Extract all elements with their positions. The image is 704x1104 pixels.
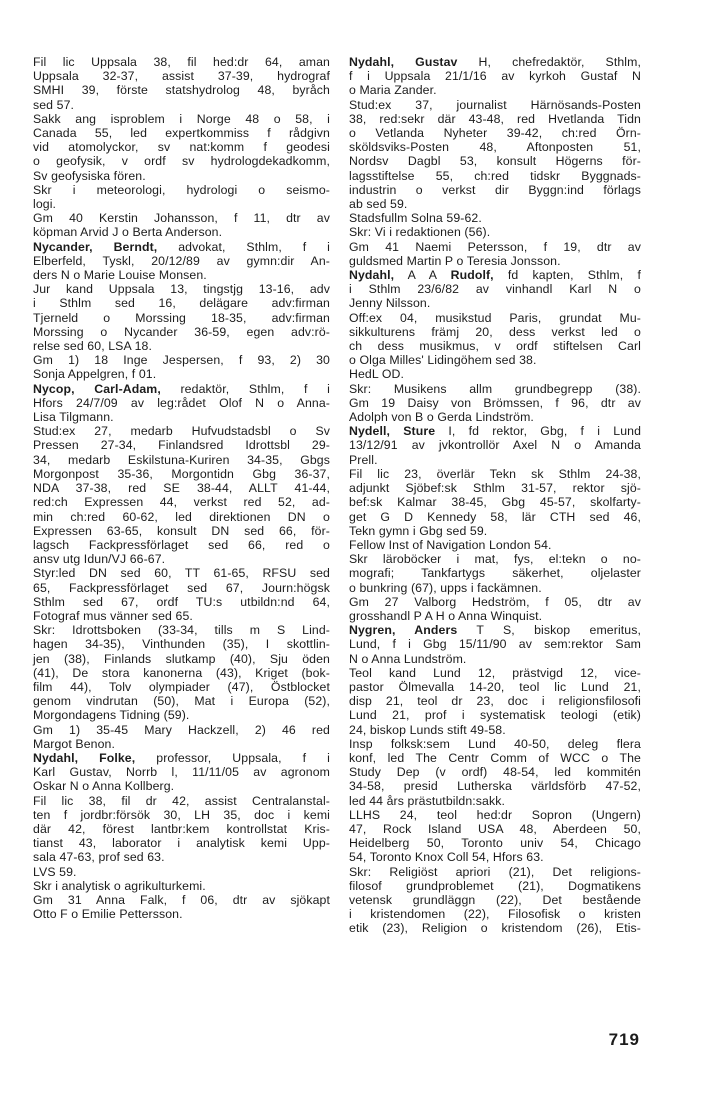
entry-text: Karl Gustav, Norrb l, 11/11/05 av agronom: [33, 765, 330, 780]
entry-text: konf, led The Centr Comm of WCC o The: [349, 750, 641, 765]
entry-text: Sakk ang isproblem i Norge 48 o 58, i: [33, 111, 330, 126]
entry-text: film 44), Tolv olympiader (47), Östblocket: [33, 679, 330, 694]
text-line: [349, 367, 641, 381]
entry-text: ch dess musikmus, v ordf stiftelsen Carl: [349, 339, 641, 354]
entry-text: o Vetlanda Nyheter 39-42, ch:red Örn-: [349, 126, 641, 141]
text-line: [349, 751, 641, 765]
text-line: [33, 751, 330, 765]
text-line: [33, 410, 330, 424]
text-line: [349, 481, 641, 495]
entry-text: Sonja Appelgren, f 01.: [33, 367, 157, 382]
text-line: [349, 581, 641, 595]
entry-text: Lund, f i Gbg 15/11/90 av sem:rektor Sam: [349, 637, 641, 652]
entry-text: Elberfeld, Tyskl, 20/12/89 av gymn:dir An-: [33, 253, 330, 268]
entry-text: red:ch Expressen 44, verkst red 52, ad-: [33, 495, 330, 510]
page-number: 719: [608, 1030, 640, 1049]
text-line: [349, 865, 641, 879]
entry-text: Skr: Religiöst apriori (21), Det religions-: [349, 864, 641, 879]
text-line: [349, 169, 641, 183]
text-line: [349, 410, 641, 424]
entry-text: adjunkt Sjöbef:sk Sthlm 31-57, rektor sjö-: [349, 481, 641, 496]
entry-text: SMHI 39, förste statshydrolog 48, byråch: [33, 83, 330, 98]
entry-text: vetensk grundläggn (22), Det bestående: [349, 892, 641, 907]
text-line: [349, 850, 641, 864]
text-line: [349, 282, 641, 296]
entry-text: industrin o verkst dir Byggn:ind förlags: [349, 182, 641, 197]
entry-text: sköldsviks-Posten 48, Aftonposten 51,: [349, 140, 641, 155]
text-line: [33, 879, 330, 893]
text-line: [349, 98, 641, 112]
entry-text: ten f jordbr:försök 30, LH 35, doc i kemi: [33, 807, 330, 822]
text-line: [349, 510, 641, 524]
text-line: [349, 836, 641, 850]
entry-text: lagsch Fackpressförlaget sed 66, red o: [33, 537, 330, 552]
text-line: [33, 808, 330, 822]
entry-text: Stud:ex 27, medarb Hufvudstadsbl o Sv: [33, 424, 330, 439]
text-line: [33, 69, 330, 83]
entry-text: Morgonpost 35-36, Morgontidn Gbg 36-37,: [33, 466, 330, 481]
text-line: [33, 140, 330, 154]
entry-text: get G D Kennedy 58, lär CTH sed 46,: [349, 509, 641, 524]
text-line: [349, 907, 641, 921]
text-line: [33, 268, 330, 282]
text-line: [33, 197, 330, 211]
entry-text: Fil lic 23, överlär Tekn sk Sthlm 24-38,: [349, 466, 641, 481]
text-line: [349, 467, 641, 481]
text-line: [349, 225, 641, 239]
text-line: [33, 779, 330, 793]
text-line: [349, 552, 641, 566]
text-line: [349, 339, 641, 353]
entry-text: Jenny Nilsson.: [349, 296, 431, 311]
text-line: [33, 765, 330, 779]
text-line: [349, 424, 641, 438]
text-line: [349, 183, 641, 197]
entry-text: köpman Arvid J o Berta Anderson.: [33, 225, 223, 240]
text-line: [33, 723, 330, 737]
text-line: [33, 609, 330, 623]
text-line: [33, 652, 330, 666]
text-line: [33, 907, 330, 921]
entry-text: Sthlm sed 67, ordf TU:s utbildn:nd 64,: [33, 594, 330, 609]
entry-text: Morgondagens Tidning (59).: [33, 708, 190, 723]
text-line: [349, 708, 641, 722]
entry-text: Jur kand Uppsala 13, tingstjg 13-16, adv: [33, 282, 330, 297]
entry-text: hagen 34-35), Vinthunden (35), I skottlin-: [33, 637, 330, 652]
text-line: [33, 424, 330, 438]
entry-text: min ch:red 60-62, led direktionen DN o: [33, 509, 330, 524]
entry-text: Gm 27 Valborg Hedström, f 05, dtr av: [349, 594, 641, 609]
text-line: [33, 694, 330, 708]
text-line: [33, 83, 330, 97]
text-line: [33, 282, 330, 296]
text-line: [349, 921, 641, 935]
entry-text: LLHS 24, teol hed:dr Sopron (Ungern): [349, 807, 641, 822]
text-line: [33, 794, 330, 808]
entry-text: redaktör, Sthlm, f i: [160, 381, 330, 396]
entry-text: HedL OD.: [349, 367, 405, 382]
text-line: [33, 467, 330, 481]
text-line: [33, 495, 330, 509]
entry-text: sikkulturens främj 20, dess verkst led o: [349, 324, 641, 339]
entry-text: tianst 43, laborator i analytisk kemi Upp-: [33, 836, 330, 851]
entry-text: disp 21, teol dr 23, doc i religionsfilosofi: [349, 694, 641, 709]
entry-text: Pressen 27-34, Finlandsred Idrottsbl 29-: [33, 438, 330, 453]
text-line: [33, 595, 330, 609]
text-line: [349, 623, 641, 637]
entry-name: Nydell, Sture: [349, 424, 436, 439]
text-line: [349, 652, 641, 666]
entry-text: relse sed 60, LSA 18.: [33, 339, 152, 354]
text-line: [33, 893, 330, 907]
entry-text: led 44 års prästutbildn:sakk.: [349, 793, 506, 808]
text-line: [33, 126, 330, 140]
entry-text: o geofysik, v ordf sv hydrologdekadkomm,: [33, 154, 330, 169]
entry-text: o Maria Zander.: [349, 83, 437, 98]
entry-text: Gm 41 Naemi Petersson, f 19, dtr av: [349, 239, 641, 254]
text-line: [349, 524, 641, 538]
entry-text: A A: [394, 268, 451, 283]
entry-text: bef:sk Kalmar 38-45, Gbg 45-57, skolfarty-: [349, 495, 641, 510]
text-line: [349, 893, 641, 907]
entry-text: Prell.: [349, 452, 378, 467]
entry-text: Fellow Inst of Navigation London 54.: [349, 537, 552, 552]
text-line: [349, 595, 641, 609]
text-line: [349, 396, 641, 410]
entry-text: Lund 21, prof i systematisk teologi (etik): [349, 708, 641, 723]
entry-text: i kristendomen (22), Filosofisk o kristen: [349, 907, 641, 922]
entry-text: 34, medarb Eskilstuna-Kuriren 34-35, Gbgs: [33, 452, 330, 467]
entry-text: Stadsfullm Solna 59-62.: [349, 211, 482, 226]
text-line: [349, 538, 641, 552]
entry-text: där 42, förest lantbr:kem kontrollstat Kris-: [33, 821, 330, 836]
text-line: [349, 353, 641, 367]
entry-text: Off:ex 04, musikstud Paris, grundat Mu-: [349, 310, 641, 325]
text-line: [349, 240, 641, 254]
entry-text: i Sthlm 23/6/82 av vinhandl Karl N o: [349, 282, 641, 297]
text-line: [33, 382, 330, 396]
text-line: [349, 879, 641, 893]
entry-text: mografi; Tankfartygs säkerhet, oljelaster: [349, 566, 641, 581]
text-line: [349, 765, 641, 779]
entry-text: logi.: [33, 197, 57, 212]
entry-text: jen (38), Finlands slutkamp (40), Sju öden: [33, 651, 330, 666]
entry-text: sala 47-63, prof sed 63.: [33, 850, 165, 865]
text-line: [349, 566, 641, 580]
entry-text: (41), De stora kanonerna (43), Kriget (bok-: [33, 665, 330, 680]
text-line: [349, 83, 641, 97]
entry-text: 65, Fackpressförlaget sed 67, Journ:högsk: [33, 580, 330, 595]
entry-text: o bunkring (67), upps i fackämnen.: [349, 580, 542, 595]
text-line: [33, 865, 330, 879]
text-line: [349, 723, 641, 737]
entry-name: Nydahl,: [349, 268, 395, 283]
entry-text: Expressen 63-65, konsult DN sed 66, för-: [33, 523, 330, 538]
text-line: [349, 311, 641, 325]
entry-text: o Olga Milles' Lidingöhem sed 38.: [349, 353, 537, 368]
entry-text: Adolph von B o Gerda Lindström.: [349, 410, 534, 425]
text-line: [33, 538, 330, 552]
text-line: [349, 296, 641, 310]
text-line: [33, 708, 330, 722]
entry-text: N o Anna Lundström.: [349, 651, 467, 666]
entry-text: Styr:led DN sed 60, TT 61-65, RFSU sed: [33, 566, 330, 581]
text-line: [349, 495, 641, 509]
entry-text: Skr: Vi i redaktionen (56).: [349, 225, 491, 240]
text-line: [33, 353, 330, 367]
text-line: [33, 98, 330, 112]
text-line: [349, 211, 641, 225]
entry-text: H, chefredaktör, Sthlm,: [457, 55, 641, 69]
right-column: [349, 55, 641, 936]
text-line: [349, 822, 641, 836]
text-line: [33, 680, 330, 694]
entry-text: Lisa Tilgmann.: [33, 410, 114, 425]
entry-text: Nordsv Dagbl 53, konsult Högerns för-: [349, 154, 641, 169]
entry-name: Rudolf,: [450, 268, 494, 283]
text-line: [33, 396, 330, 410]
text-line: [349, 197, 641, 211]
entry-text: T S, biskop emeritus,: [457, 623, 641, 638]
entry-text: Study Dep (v ordf) 48-54, led kommitén: [349, 765, 641, 780]
text-line: [349, 126, 641, 140]
text-line: [349, 666, 641, 680]
entry-text: LVS 59.: [33, 864, 77, 879]
entry-text: Skr: Musikens allm grundbegrepp (38).: [349, 381, 641, 396]
text-line: [33, 296, 330, 310]
text-line: [33, 524, 330, 538]
text-line: [349, 254, 641, 268]
text-line: [33, 339, 330, 353]
entry-text: 24, biskop Lunds stift 49-58.: [349, 722, 506, 737]
text-line: [33, 183, 330, 197]
text-line: [33, 311, 330, 325]
text-line: [33, 112, 330, 126]
text-line: [33, 254, 330, 268]
text-line: [349, 382, 641, 396]
entry-text: Gm 40 Kerstin Johansson, f 11, dtr av: [33, 211, 330, 226]
text-line: [349, 808, 641, 822]
text-line: [33, 325, 330, 339]
entry-text: f i Uppsala 21/1/16 av kyrkoh Gustaf N: [349, 69, 641, 84]
entry-text: Fotograf mus vänner sed 65.: [33, 608, 193, 623]
text-line: [33, 566, 330, 580]
entry-text: Tjerneld o Morssing 18-35, adv:firman: [33, 310, 330, 325]
text-line: [349, 140, 641, 154]
text-line: [33, 666, 330, 680]
entry-text: 13/12/91 av jvkontrollör Axel N o Amanda: [349, 438, 641, 453]
text-line: [349, 325, 641, 339]
text-line: [349, 779, 641, 793]
text-line: [349, 69, 641, 83]
entry-text: Skr läroböcker i mat, fys, el:tekn o no-: [349, 552, 641, 567]
entry-text: Margot Benon.: [33, 736, 115, 751]
entry-text: pastor Ölmevalla 14-20, teol lic Lund 21,: [349, 679, 641, 694]
entry-text: 38, red:sekr där 43-48, red Hvetlanda Tidn: [349, 111, 641, 126]
entry-text: Gm 1) 18 Inge Jespersen, f 93, 2) 30: [33, 353, 330, 368]
text-line: [349, 438, 641, 452]
entry-text: vid atomolyckor, sv nat:komm f geodesi: [33, 140, 330, 155]
entry-text: Hfors 24/7/09 av leg:rådet Olof N o Anna-: [33, 395, 330, 410]
text-line: [33, 169, 330, 183]
text-line: [33, 240, 330, 254]
text-line: [33, 453, 330, 467]
text-line: [33, 623, 330, 637]
entry-text: Gm 31 Anna Falk, f 06, dtr av sjökapt: [33, 892, 330, 907]
entry-text: Skr i analytisk o agrikulturkemi.: [33, 878, 206, 893]
text-line: [33, 581, 330, 595]
entry-text: Insp folksk:sem Lund 40-50, deleg flera: [349, 736, 641, 751]
entry-text: i Sthlm sed 16, delägare adv:firman: [33, 296, 330, 311]
entry-text: 34-58, presid Lutherska världsförb 47-52,: [349, 779, 641, 794]
text-line: [33, 836, 330, 850]
entry-text: etik (23), Religion o kristendom (26), Etis-: [349, 921, 641, 936]
entry-text: ansv utg Idun/VJ 66-67.: [33, 552, 166, 567]
text-line: [349, 453, 641, 467]
entry-text: Stud:ex 37, journalist Härnösands-Posten: [349, 97, 641, 112]
text-line: [349, 737, 641, 751]
entry-text: Uppsala 32-37, assist 37-39, hydrograf: [33, 69, 330, 84]
entry-text: guldsmed Martin P o Teresia Jonsson.: [349, 253, 561, 268]
entry-name: Nycop, Carl-Adam,: [33, 381, 161, 396]
text-line: [33, 438, 330, 452]
entry-name: Nydahl, Folke,: [33, 750, 136, 765]
text-line: [349, 694, 641, 708]
text-line: [349, 268, 641, 282]
left-column: [33, 55, 330, 921]
entry-text: ab sed 59.: [349, 197, 408, 212]
text-line: [33, 211, 330, 225]
entry-text: Oskar N o Anna Kollberg.: [33, 779, 175, 794]
entry-text: genom vindrutan (50), Mat i Europa (52),: [33, 694, 330, 709]
text-line: [349, 154, 641, 168]
entry-text: advokat, Sthlm, f i: [157, 239, 330, 254]
entry-text: Skr: Idrottsboken (33-34, tills m S Lind-: [33, 623, 330, 638]
entry-text: Gm 19 Daisy von Brömssen, f 96, dtr av: [349, 395, 641, 410]
entry-text: Otto F o Emilie Pettersson.: [33, 907, 183, 922]
text-line: [33, 552, 330, 566]
text-line: [349, 55, 641, 69]
entry-text: Tekn gymn i Gbg sed 59.: [349, 523, 488, 538]
text-line: [349, 794, 641, 808]
entry-text: grosshandl P A H o Anna Winquist.: [349, 608, 543, 623]
entry-text: 47, Rock Island USA 48, Aberdeen 50,: [349, 821, 641, 836]
entry-text: lagsstiftelse 55, ch:red tidskr Byggnads-: [349, 168, 641, 183]
entry-text: filosof grundproblemet (21), Dogmatikens: [349, 878, 641, 893]
entry-text: fd kapten, Sthlm, f: [493, 268, 641, 283]
entry-text: Sv geofysiska fören.: [33, 168, 146, 183]
entry-text: Gm 1) 35-45 Mary Hackzell, 2) 46 red: [33, 722, 330, 737]
entry-text: Heidelberg 50, Toronto univ 54, Chicago: [349, 836, 641, 851]
text-line: [33, 481, 330, 495]
entry-text: Canada 55, led expertkommiss f rådgivn: [33, 126, 330, 141]
entry-text: Fil lic 38, fil dr 42, assist Centralanstal-: [33, 793, 330, 808]
entry-text: NDA 37-38, red SE 38-44, ALLT 41-44,: [33, 481, 330, 496]
text-line: [33, 225, 330, 239]
entry-text: ders N o Marie Louise Monsen.: [33, 268, 207, 283]
entry-text: Teol kand Lund 12, prästvigd 12, vice-: [349, 665, 641, 680]
text-line: [349, 609, 641, 623]
entry-text: 54, Toronto Knox Coll 54, Hfors 63.: [349, 850, 544, 865]
entry-text: sed 57.: [33, 97, 75, 112]
entry-text: Morssing o Nycander 36-59, egen adv:rö-: [33, 324, 330, 339]
text-line: [33, 637, 330, 651]
entry-text: Fil lic Uppsala 38, fil hed:dr 64, aman: [33, 55, 330, 69]
text-line: [33, 154, 330, 168]
text-line: [33, 55, 330, 69]
entry-name: Nycander, Berndt,: [33, 239, 158, 254]
text-line: [33, 367, 330, 381]
entry-text: professor, Uppsala, f i: [135, 750, 330, 765]
text-line: [33, 510, 330, 524]
entry-name: Nydahl, Gustav: [349, 55, 458, 69]
entry-name: Nygren, Anders: [349, 623, 458, 638]
text-line: [349, 637, 641, 651]
text-line: [33, 850, 330, 864]
text-line: [349, 112, 641, 126]
text-line: [33, 822, 330, 836]
text-line: [349, 680, 641, 694]
text-line: [33, 737, 330, 751]
entry-text: Skr i meteorologi, hydrologi o seismo-: [33, 182, 330, 197]
entry-text: I, fd rektor, Gbg, f i Lund: [435, 424, 642, 439]
